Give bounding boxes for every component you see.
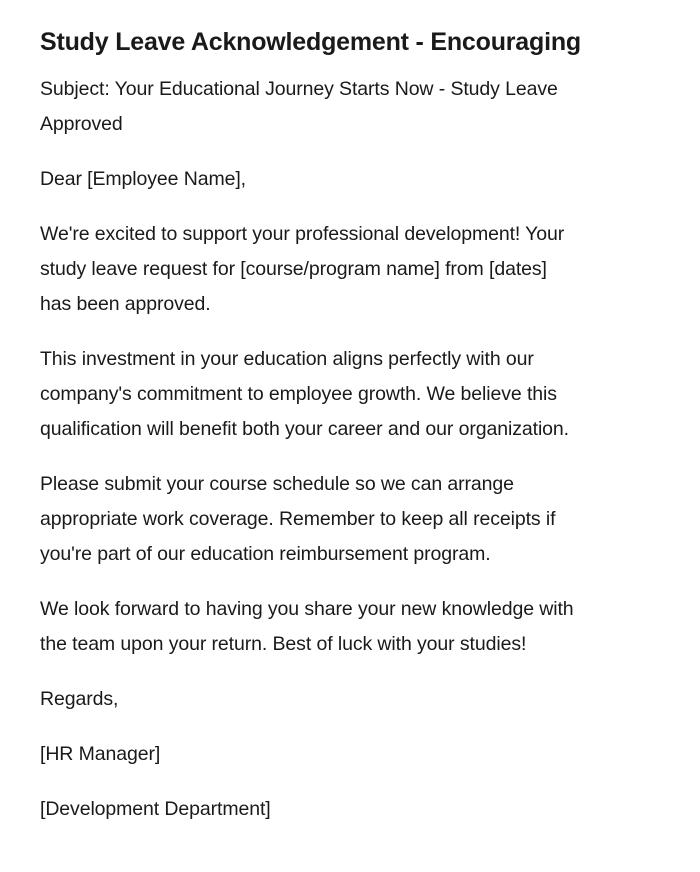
paragraph-line: We look forward to having you share your new knowledge with <box>40 598 574 620</box>
paragraph-line: We're excited to support your professional development! Your <box>40 223 565 245</box>
paragraph-line: This investment in your education aligns perfectly with our <box>40 348 534 370</box>
paragraph-line: has been approved. <box>40 293 211 315</box>
paragraph-line: Approved <box>40 113 123 135</box>
paragraph <box>40 682 660 717</box>
paragraph <box>40 162 660 197</box>
document-body <box>40 72 660 827</box>
paragraph-line: company's commitment to employee growth. We believe this <box>40 383 557 405</box>
document-title: Study Leave Acknowledgement - Encouraging <box>40 28 581 56</box>
paragraph-line: Regards, <box>40 688 119 710</box>
paragraph-line: Dear [Employee Name], <box>40 168 246 190</box>
paragraph-line: [HR Manager] <box>40 743 161 765</box>
paragraph <box>40 342 660 447</box>
paragraph-line: the team upon your return. Best of luck with your studies! <box>40 633 527 655</box>
paragraph <box>40 592 660 662</box>
paragraph-line: appropriate work coverage. Remember to keep all receipts if <box>40 508 556 530</box>
paragraph-line: study leave request for [course/program name] from [dates] <box>40 258 547 280</box>
paragraph-line: you're part of our education reimbursement program. <box>40 543 491 565</box>
paragraph <box>40 217 660 322</box>
paragraph <box>40 72 660 142</box>
paragraph-line: Subject: Your Educational Journey Starts Now - Study Leave <box>40 78 558 100</box>
paragraph-line: Please submit your course schedule so we can arrange <box>40 473 514 495</box>
paragraph <box>40 737 660 772</box>
paragraph <box>40 467 660 572</box>
paragraph-line: [Development Department] <box>40 798 271 820</box>
paragraph <box>40 792 660 827</box>
paragraph-line: qualification will benefit both your career and our organization. <box>40 418 569 440</box>
